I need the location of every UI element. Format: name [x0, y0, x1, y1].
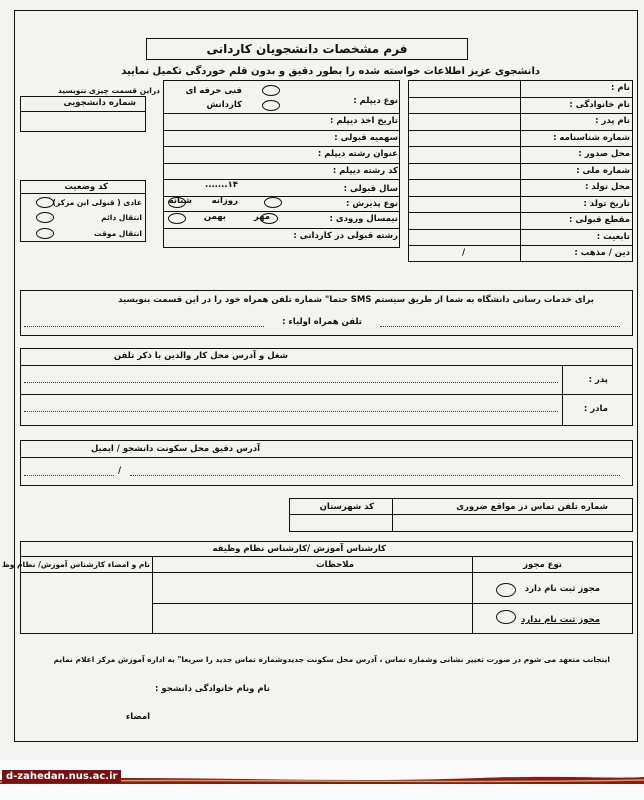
permit-hasnot: مجوز ثبت نام ندارد: [520, 615, 600, 625]
parent-mobile-field[interactable]: [24, 326, 264, 327]
city-code-label: کد شهرستان: [319, 502, 374, 512]
personal-label: تاریخ تولد :: [583, 198, 630, 209]
personal-field[interactable]: [410, 131, 518, 146]
permit-type-label: نوع مجوز: [523, 560, 562, 570]
personal-field[interactable]: [410, 213, 518, 228]
address-field[interactable]: [130, 475, 620, 476]
permit-has-radio[interactable]: [496, 583, 516, 597]
personal-field[interactable]: [410, 164, 518, 179]
sms-text: برای خدمات رسانی دانشگاه به شما از طریق سیستم SMS حتما" شماره تلفن همراه خود را در این قسمت بنویسید: [118, 295, 594, 305]
site-logo[interactable]: d-zahedan.nus.ac.ir: [2, 770, 121, 783]
option-kardanesh: کاردانش: [206, 100, 242, 110]
parents-box: [20, 348, 633, 426]
option-mehr-radio[interactable]: [260, 213, 278, 224]
option-technical: فنی حرفه ای: [185, 86, 242, 96]
personal-label: نام :: [611, 83, 630, 93]
personal-label: مقطع قبولی :: [569, 215, 630, 226]
personal-field[interactable]: [410, 114, 518, 129]
sign-label: امضاء: [125, 712, 150, 722]
status-option-normal: عادی ( قبولی این مرکز): [52, 198, 142, 207]
personal-label: محل صدور :: [578, 149, 630, 160]
email-field[interactable]: [24, 475, 114, 476]
option-night: شبانه: [168, 196, 192, 206]
personal-label: نام پدر :: [595, 116, 630, 127]
option-day-radio[interactable]: [264, 197, 282, 208]
status-normal-radio[interactable]: [36, 197, 54, 208]
personal-field[interactable]: [410, 197, 518, 212]
notes-label: ملاحظات: [316, 560, 354, 570]
permit-has: مجوز ثبت نام دارد: [524, 584, 600, 594]
personal-label: محل تولد :: [585, 182, 630, 193]
personal-field[interactable]: [410, 147, 518, 162]
religion-slash: /: [462, 248, 466, 258]
mother-field[interactable]: [24, 411, 558, 412]
father-label: پدر :: [588, 375, 608, 385]
education-label: کد رشته دیپلم :: [332, 165, 398, 176]
no-write-note: دراین قسمت چیزی ننویسید: [57, 86, 160, 95]
option-bahman-radio[interactable]: [168, 213, 186, 224]
status-title: کد وضعیت: [64, 182, 108, 192]
status-permanent-radio[interactable]: [36, 212, 54, 223]
form-title: فرم مشخصات دانشجویان کاردانی: [146, 38, 468, 60]
option-kardanesh-radio[interactable]: [262, 100, 280, 111]
personal-label: شماره شناسنامه :: [553, 132, 630, 143]
personal-label: نام خانوادگی :: [569, 99, 630, 110]
personal-label: شماره ملی :: [576, 165, 630, 176]
year-value: ۱۴.......: [205, 180, 238, 190]
option-bahman: بهمن: [203, 212, 226, 222]
status-temporary-radio[interactable]: [36, 228, 54, 239]
address-slash: /: [118, 466, 122, 476]
personal-label: دین / مذهب :: [574, 248, 630, 259]
education-label: عنوان رشته دیپلم :: [317, 149, 398, 159]
personal-field[interactable]: [410, 230, 518, 245]
option-technical-radio[interactable]: [262, 85, 280, 96]
year-label: سال قبولی :: [343, 184, 398, 194]
student-mobile-field[interactable]: [380, 326, 620, 327]
address-title: آدرس دقیق محل سکونت دانشجو / ایمیل: [90, 444, 260, 454]
parents-title: شغل و آدرس محل کار والدین با ذکر تلفن: [113, 351, 288, 361]
student-number-label: شماره دانشجویی: [63, 98, 136, 108]
education-label: تاریخ اخذ دیپلم :: [330, 116, 398, 126]
option-day: روزانه: [211, 196, 238, 206]
option-night-radio[interactable]: [168, 197, 186, 208]
form-subtitle: دانشجوی عزیز اطلاعات خواسته شده را بطور دقیق و بدون قلم خوردگی تکمیل نمایید: [121, 66, 540, 77]
mother-label: مادر :: [583, 404, 608, 414]
personal-field[interactable]: [410, 180, 518, 195]
permit-hasnot-radio[interactable]: [496, 610, 516, 624]
signature-label: نام و امضاء کارشناس آموزش/ نظام وظ: [1, 560, 150, 569]
emergency-phone-label: شماره تلفن تماس در مواقع ضروری: [456, 502, 608, 512]
option-mehr: مهر: [253, 212, 270, 222]
status-option-permanent: انتقال دائم: [101, 213, 142, 222]
semester-label: نیمسال ورودی :: [329, 214, 398, 224]
commitment-text: اینجانب متعهد می شوم در صورت تغییر نشانی وشماره تماس ، آدرس محل سکونت جدیدوشماره تماس جدید را سریعا" به اداره آموزش مرکز اعلام نمایم: [53, 655, 610, 664]
field-label: رشته قبولی در کاردانی :: [293, 231, 398, 241]
parent-mobile-label: تلفن همراه اولیاء :: [282, 317, 362, 327]
status-option-temporary: انتقال موقت: [94, 229, 142, 238]
student-name-label: نام ونام خانوادگی دانشجو :: [155, 684, 270, 694]
admission-label: نوع پذیرش :: [346, 199, 398, 209]
personal-field[interactable]: [410, 81, 518, 96]
personal-field[interactable]: [410, 98, 518, 113]
education-label: سهمیه قبولی :: [334, 132, 398, 143]
personal-label: تابعیت :: [596, 231, 630, 242]
father-field[interactable]: [24, 382, 558, 383]
diploma-type-label: نوع دیپلم :: [353, 96, 398, 106]
office-title: کارشناس آموزش /کارشناس نظام وظیفه: [212, 544, 386, 554]
